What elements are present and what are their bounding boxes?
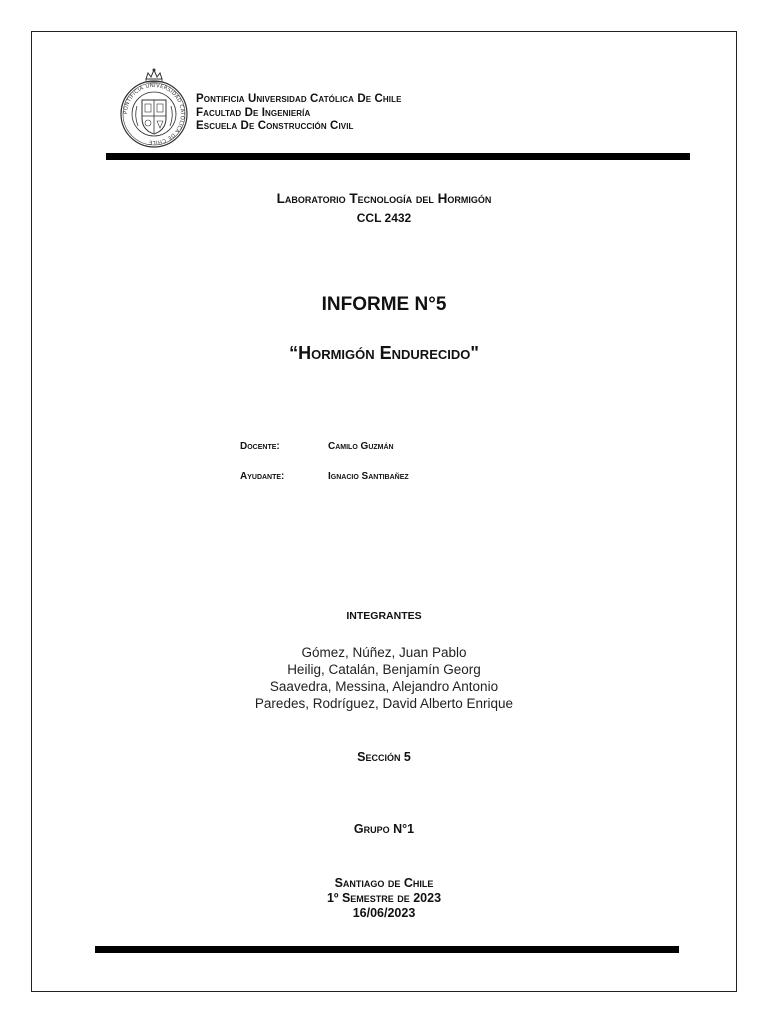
course-title: Laboratorio Tecnología del Hormigón bbox=[276, 191, 492, 206]
ayudante-row bbox=[240, 471, 409, 482]
footer-date: 16/06/2023 bbox=[352, 906, 416, 920]
footer-city: Santiago de Chile bbox=[334, 876, 434, 890]
members-list bbox=[0, 644, 768, 712]
footer-semester: 1º Semestre de 2023 bbox=[326, 891, 442, 905]
report-title: “Hormigón Endurecido" bbox=[289, 343, 479, 363]
group-label: Grupo N°1 bbox=[353, 822, 415, 836]
member-name: Paredes, Rodríguez, David Alberto Enrique bbox=[254, 696, 514, 711]
docente-label: Docente: bbox=[240, 441, 280, 452]
seal-ring-text: PONTIFICIA UNIVERSIDAD CATÓLICA DE CHILE bbox=[122, 82, 186, 146]
report-number: INFORME N°5 bbox=[321, 294, 447, 315]
member-name: Saavedra, Messina, Alejandro Antonio bbox=[269, 679, 499, 694]
member-name: Heilig, Catalán, Benjamín Georg bbox=[287, 662, 481, 677]
footer-block bbox=[0, 876, 768, 921]
page-border bbox=[31, 31, 737, 992]
docente-row bbox=[240, 441, 394, 452]
top-rule bbox=[106, 153, 690, 160]
bottom-rule bbox=[95, 946, 679, 953]
ayudante-value: Ignacio Santibañez bbox=[328, 471, 409, 482]
docente-value: Camilo Guzmán bbox=[328, 441, 394, 452]
institution-faculty: Facultad De Ingeniería bbox=[196, 106, 311, 119]
institution-school: Escuela De Construcción Civil bbox=[196, 120, 354, 132]
institution-header bbox=[196, 93, 402, 134]
university-seal-icon bbox=[119, 66, 189, 152]
course-code: CCL 2432 bbox=[356, 211, 412, 225]
institution-university: Pontificia Universidad Católica De Chile bbox=[196, 93, 402, 105]
members-heading: INTEGRANTES bbox=[346, 610, 422, 622]
ayudante-label: Ayudante: bbox=[240, 471, 285, 482]
member-name: Gómez, Núñez, Juan Pablo bbox=[301, 645, 467, 660]
section-label: Sección 5 bbox=[357, 750, 411, 764]
